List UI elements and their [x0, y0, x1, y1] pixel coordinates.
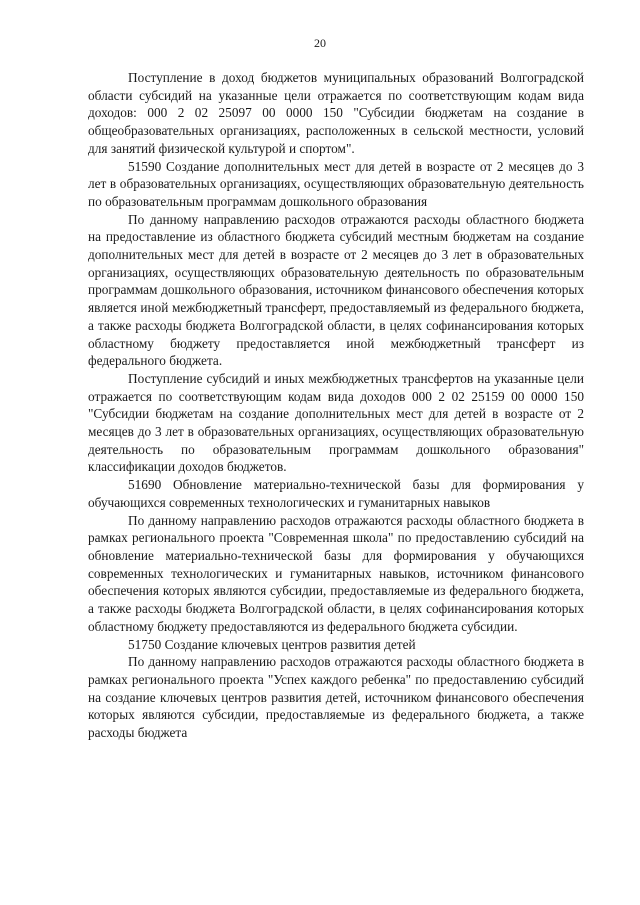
- paragraph: По данному направлению расходов отражаются расходы областного бюджета в рамках регионального проекта "Успех каждого ребенка" по предоставлению субсидий на создание ключевых центров развития детей, источником финансового обеспечения которых являются субсидии, предоставляемые из федерального бюджета, а также расходы бюджета: [88, 654, 584, 741]
- paragraph: По данному направлению расходов отражаются расходы областного бюджета на предоставление из областного бюджета субсидий местным бюджетам на создание дополнительных мест для детей в возрасте от 2 месяцев до 3 лет в образовательных организациях, осуществляющих образовательную деятельность по образовательным программам дошкольного образования, источником финансового обеспечения которых является иной межбюджетный трансферт, предоставляемый из федерального бюджета, а также расходы бюджета Волгоградской области, в целях софинансирования которых областному бюджету предоставляется иной межбюджетный трансферт из федерального бюджета.: [88, 211, 584, 369]
- paragraph: По данному направлению расходов отражаются расходы областного бюджета в рамках регионального проекта "Современная школа" по предоставлению субсидий на обновление материально-технической базы для формирования у обучающихся современных технологических и гуманитарных навыков, источником финансового обеспечения которых являются субсидии, предоставляемые из федерального бюджета, а также расходы бюджета Волгоградской области, в целях софинансирования которых областному бюджету предоставляются из федерального бюджета субсидии.: [88, 512, 584, 634]
- section-heading: 51690 Обновление материально-технической базы для формирования у обучающихся современных технологических и гуманитарных навыков: [88, 477, 584, 510]
- paragraph: Поступление субсидий и иных межбюджетных трансфертов на указанные цели отражается по соответствующим кодам вида доходов 000 2 02 25159 00 0000 150 "Субсидии бюджетам на создание дополнительных мест для детей в возрасте от 2 месяцев до 3 лет в образовательных организациях, осуществляющих образовательную деятельность по образовательным программам дошкольного образования" классификации доходов бюджетов.: [88, 370, 584, 475]
- section-heading: 51750 Создание ключевых центров развития детей: [128, 636, 416, 652]
- document-body: [88, 69, 584, 742]
- section-heading: 51590 Создание дополнительных мест для детей в возрасте от 2 месяцев до 3 лет в образовательных организациях, осуществляющих образовательную деятельность по образовательным программам дошкольного образования: [88, 158, 584, 209]
- paragraph: Поступление в доход бюджетов муниципальных образований Волгоградской области субсидий на указанные цели отражается по соответствующим кодам вида доходов: 000 2 02 25097 00 0000 150 "Субсидии бюджетам на создание в общеобразовательных организациях, расположенных в сельской местности, условий для занятий физической культурой и спортом".: [88, 70, 584, 156]
- page-number: 20: [314, 36, 326, 50]
